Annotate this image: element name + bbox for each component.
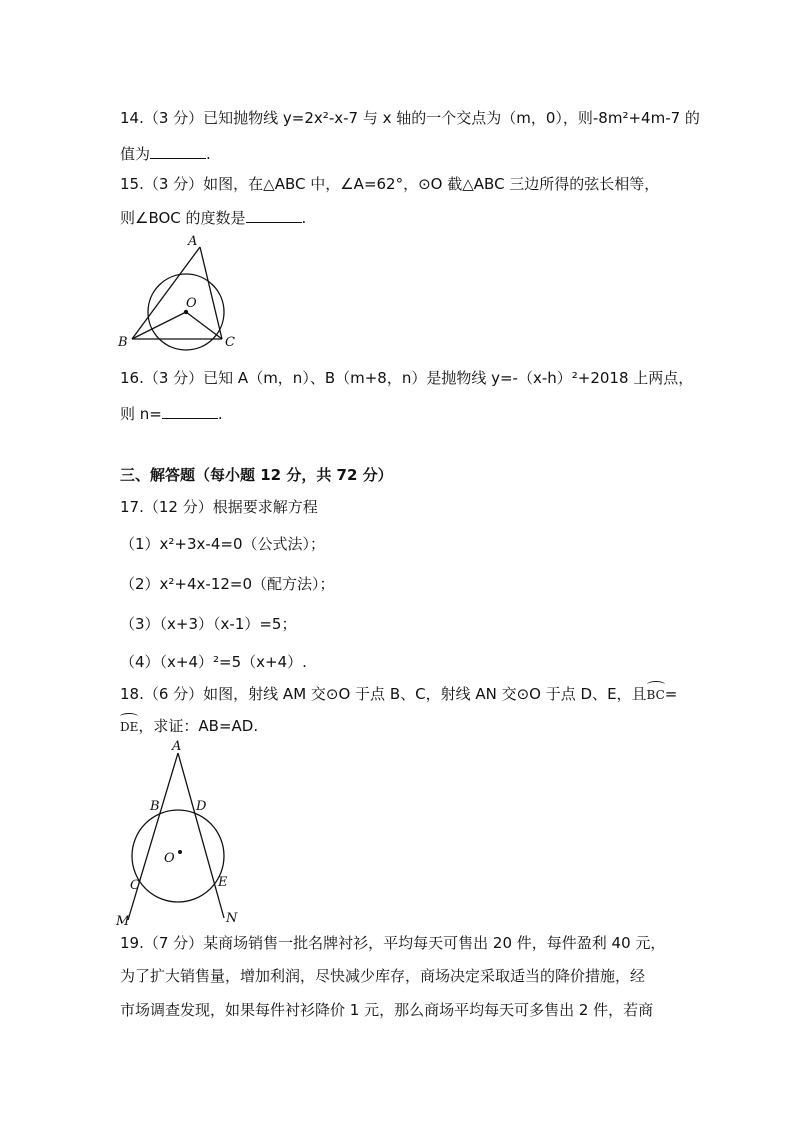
q17-item-4: （4）（x+4）²=5（x+4）. — [120, 653, 307, 671]
q16-line2 — [120, 403, 223, 425]
q18-arc-de: DE — [120, 716, 138, 738]
q16-line1: 16.（3 分）已知 A（m，n）、B（m+8，n）是抛物线 y=-（x-h）²+2018 上两点， — [120, 369, 694, 387]
q15-answer-blank — [246, 208, 302, 223]
q15-line2 — [120, 207, 306, 229]
q18-label-a: A — [172, 739, 182, 754]
q18-stem: 18.（6 分）如图，射线 AM 交⊙O 于点 B、C，射线 AN 交⊙O 于点 D、E，且 — [120, 685, 647, 703]
q19-line1: 19.（7 分）某商场销售一批名牌衬衫，平均每天可售出 20 件，每件盈利 40 元， — [120, 934, 666, 952]
q18-circle-o — [132, 810, 224, 902]
q16-answer-prefix: 则 n= — [120, 405, 162, 423]
q17-stem: 17.（12 分）根据要求解方程 — [120, 498, 318, 516]
q18-label-o: O — [164, 851, 175, 866]
q18-label-m: M — [116, 914, 130, 928]
q18-label-n: N — [226, 911, 238, 926]
q15-segment-ob — [132, 312, 186, 339]
q15-line1: 15.（3 分）如图，在△ABC 中，∠A=62°，⊙O 截△ABC 三边所得的弦长相等， — [120, 175, 660, 193]
q18-proof-goal: ，求证：AB=AD. — [138, 717, 259, 735]
q15-triangle-circle-figure — [112, 232, 242, 354]
q15-label-a: A — [188, 234, 198, 249]
q18-label-c: C — [130, 878, 140, 893]
q18-label-b: B — [150, 799, 160, 814]
q18-ray-an — [178, 753, 224, 918]
q15-answer-prefix: 则∠BOC 的度数是 — [120, 209, 246, 227]
section3-title: 三、解答题（每小题 12 分，共 72 分） — [120, 466, 393, 484]
q15-side-ab — [132, 247, 200, 339]
q15-label-b: B — [118, 335, 128, 350]
q18-equals: = — [664, 685, 678, 703]
q16-answer-suffix: . — [217, 405, 223, 423]
q18-line2 — [120, 715, 258, 738]
q18-rays-circle-figure — [110, 738, 250, 928]
q18-center-dot — [178, 850, 182, 854]
q18-arc-bc: BC — [647, 684, 665, 706]
q14-answer-suffix: . — [206, 145, 211, 163]
q17-item-2: （2）x²+4x-12=0（配方法）； — [120, 575, 335, 593]
q14-answer-blank — [150, 144, 206, 159]
q17-item-3: （3）（x+3）（x-1）=5； — [120, 615, 297, 633]
q19-line2: 为了扩大销售量，增加利润，尽快减少库存，商场决定采取适当的降价措施，经 — [120, 967, 646, 985]
q14-line2 — [120, 143, 211, 165]
q17-item-1: （1）x²+3x-4=0（公式法）； — [120, 535, 325, 553]
q15-label-o: O — [186, 296, 197, 311]
q16-answer-blank — [162, 404, 218, 419]
q14-line1: 14.（3 分）已知抛物线 y=2x²-x-7 与 x 轴的一个交点为（m，0），则-8m²+4m-7 的 — [120, 109, 700, 127]
q18-label-d: D — [196, 799, 207, 814]
q18-line1 — [120, 683, 677, 706]
q14-answer-prefix: 值为 — [120, 145, 151, 163]
q15-answer-suffix: . — [301, 209, 307, 227]
q15-label-c: C — [225, 335, 235, 350]
q19-line3: 市场调查发现，如果每件衬衫降价 1 元，那么商场平均每天可多售出 2 件，若商 — [120, 1001, 654, 1019]
q18-label-e: E — [218, 875, 228, 890]
